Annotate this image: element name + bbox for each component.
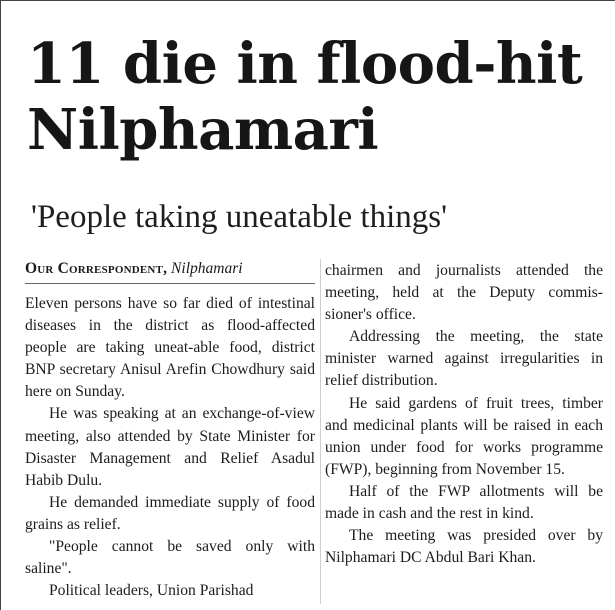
byline-rule: [25, 283, 315, 284]
subheadline: 'People taking uneatable things': [31, 199, 448, 235]
column-divider: [320, 259, 321, 604]
article-column-right: [325, 260, 603, 569]
byline-correspondent: Our Correspondent,: [25, 260, 168, 277]
byline: [25, 259, 315, 279]
article-paragraph: He said gardens of fruit trees, timber and medicinal plants will be raised in each union under food for works programme (FWP), beginning from November 15.: [325, 394, 603, 478]
article-paragraph: "People cannot be saved only with saline".: [25, 538, 315, 578]
article-paragraph: Addressing the meeting, the state minister warned against irregularities in relief distribution.: [325, 328, 603, 390]
article-paragraph: The meeting was presided over by Nilphamari DC Abdul Bari Khan.: [325, 527, 603, 567]
article-paragraph: Political leaders, Union Parishad: [49, 582, 254, 600]
article-paragraph: chairmen and journalists attended the meeting, held at the Deputy commis-sioner's office.: [325, 262, 603, 324]
article-paragraph: He demanded immediate supply of food grains as relief.: [25, 493, 315, 533]
article-paragraph: Eleven persons have so far died of intestinal diseases in the district as flood-affected people are taking uneat-able food, district BNP secretary Anisul Arefin Chowdhury said here on Sunday.: [25, 295, 315, 401]
article-paragraph: He was speaking at an exchange-of-view meeting, also attended by State Minister for Disaster Management and Relief Asadul Habib Dulu.: [25, 405, 315, 489]
article-paragraph: Half of the FWP allotments will be made in cash and the rest in kind.: [325, 482, 603, 523]
headline: 11 die in flood-hit Nilphamari: [27, 31, 583, 163]
byline-location: Nilphamari: [171, 260, 243, 277]
article-column-left: [25, 293, 315, 602]
